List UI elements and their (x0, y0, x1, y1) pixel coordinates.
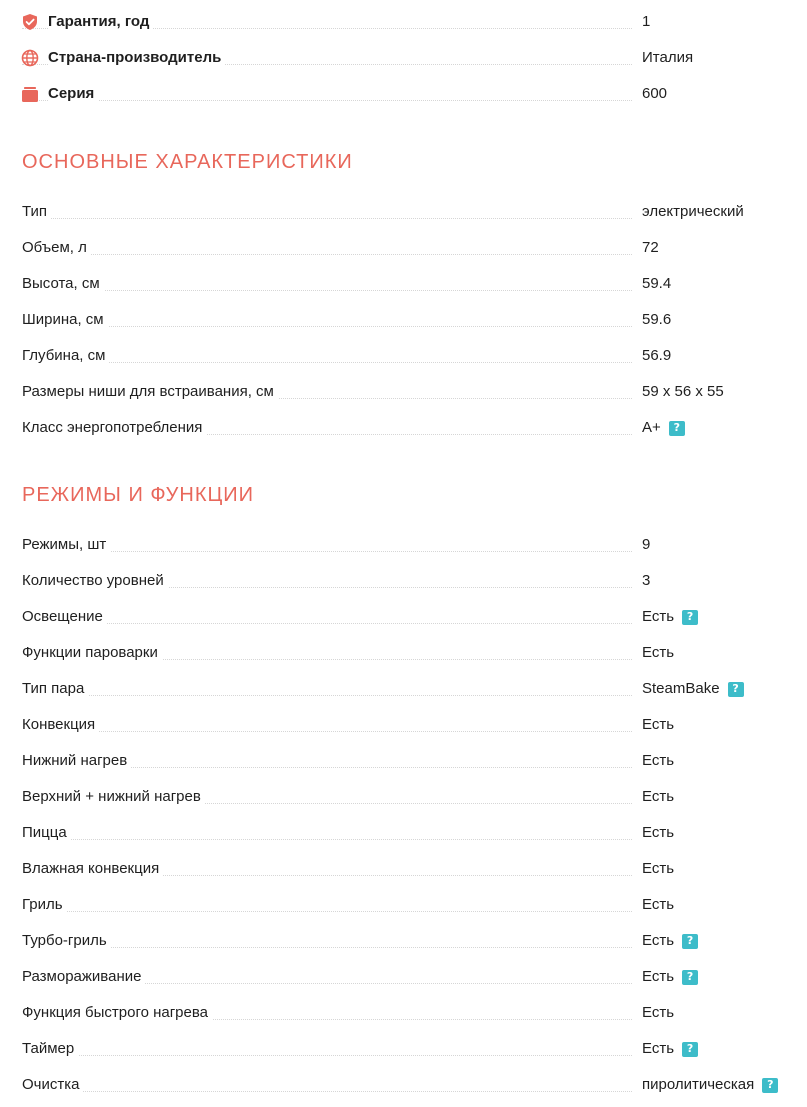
spec-value: Есть (642, 896, 675, 913)
spec-row-country (0, 46, 807, 70)
spec-value: пиролитическая ? (642, 1075, 778, 1095)
dotted-leader (22, 839, 632, 840)
spec-label: Высота, см (22, 274, 104, 294)
spec-label: Функция быстрого нагрева (22, 1003, 212, 1023)
spec-value: 600 (642, 85, 668, 102)
spec-label: Очистка (22, 1075, 83, 1095)
spec-label: Тип (22, 202, 51, 222)
dotted-leader (22, 1055, 632, 1056)
help-icon[interactable]: ? (669, 421, 685, 436)
dotted-leader (22, 326, 632, 327)
spec-row (0, 749, 807, 773)
help-icon[interactable]: ? (682, 1042, 698, 1057)
spec-value: Есть ? (642, 1039, 698, 1059)
spec-label: Конвекция (22, 715, 99, 735)
spec-label: Тип пара (22, 679, 88, 699)
spec-value: Италия (642, 49, 694, 66)
spec-row-series (0, 82, 807, 106)
spec-label: Нижний нагрев (22, 751, 131, 771)
spec-value: Есть ? (642, 931, 698, 951)
spec-row (0, 965, 807, 989)
spec-value: электрический (642, 203, 744, 220)
spec-label: Турбо-гриль (22, 931, 111, 951)
spec-label: Таймер (22, 1039, 78, 1059)
spec-value: Есть (642, 824, 675, 841)
spec-label: Страна-производитель (48, 48, 225, 68)
spec-label: Размеры ниши для встраивания, см (22, 382, 278, 402)
spec-value: 72 (642, 239, 659, 256)
spec-row (0, 236, 807, 260)
spec-row (0, 533, 807, 557)
spec-value: Есть (642, 1004, 675, 1021)
spec-row (0, 785, 807, 809)
spec-value: 3 (642, 572, 651, 589)
dotted-leader (22, 731, 632, 732)
dotted-leader (22, 947, 632, 948)
spec-row (0, 200, 807, 224)
spec-row (0, 1037, 807, 1061)
spec-value: 1 (642, 13, 651, 30)
spec-label: Функции пароварки (22, 643, 162, 663)
spec-row (0, 1001, 807, 1025)
series-icon (21, 85, 39, 103)
spec-label: Глубина, см (22, 346, 109, 366)
spec-label: Режимы, шт (22, 535, 110, 555)
dotted-leader (22, 1091, 632, 1092)
spec-label: Ширина, см (22, 310, 108, 330)
spec-row (0, 380, 807, 404)
spec-row (0, 857, 807, 881)
spec-row (0, 893, 807, 917)
spec-label: Размораживание (22, 967, 145, 987)
spec-label: Верхний + нижний нагрев (22, 787, 205, 807)
spec-value: Есть (642, 752, 675, 769)
globe-icon (21, 49, 39, 67)
spec-value: Есть (642, 788, 675, 805)
spec-label: Пицца (22, 823, 71, 843)
dotted-leader (22, 100, 632, 101)
spec-row (0, 641, 807, 665)
spec-row-warranty (0, 10, 807, 34)
spec-row (0, 416, 807, 440)
spec-row (0, 677, 807, 701)
spec-row (0, 605, 807, 629)
spec-label: Количество уровней (22, 571, 168, 591)
spec-value: 59.4 (642, 275, 672, 292)
dotted-leader (22, 911, 632, 912)
spec-row (0, 272, 807, 296)
spec-value: Есть (642, 716, 675, 733)
spec-row (0, 344, 807, 368)
spec-row (0, 821, 807, 845)
help-icon[interactable]: ? (682, 934, 698, 949)
spec-value: Есть (642, 644, 675, 661)
help-icon[interactable]: ? (682, 610, 698, 625)
section-title-modes-functions: РЕЖИМЫ И ФУНКЦИИ (22, 484, 255, 506)
spec-label: Гарантия, год (48, 12, 153, 32)
dotted-leader (22, 218, 632, 219)
help-icon[interactable]: ? (682, 970, 698, 985)
help-icon[interactable]: ? (728, 682, 744, 697)
spec-row (0, 929, 807, 953)
dotted-leader (22, 551, 632, 552)
spec-row (0, 713, 807, 737)
dotted-leader (22, 254, 632, 255)
section-title-main-specs: ОСНОВНЫЕ ХАРАКТЕРИСТИКИ (22, 151, 353, 173)
dotted-leader (22, 695, 632, 696)
dotted-leader (22, 290, 632, 291)
spec-label: Объем, л (22, 238, 91, 258)
spec-value: 59 x 56 x 55 (642, 383, 724, 400)
dotted-leader (22, 623, 632, 624)
spec-label: Освещение (22, 607, 107, 627)
shield-check-icon (21, 13, 39, 31)
dotted-leader (22, 362, 632, 363)
spec-value: Есть ? (642, 967, 698, 987)
spec-label: Класс энергопотребления (22, 418, 206, 438)
spec-value: 59.6 (642, 311, 672, 328)
spec-value: SteamBake ? (642, 679, 744, 699)
spec-label: Влажная конвекция (22, 859, 163, 879)
spec-value: Есть ? (642, 607, 698, 627)
spec-value: Есть (642, 860, 675, 877)
spec-value: 9 (642, 536, 651, 553)
help-icon[interactable]: ? (762, 1078, 778, 1093)
spec-label: Серия (48, 84, 98, 104)
spec-row (0, 1073, 807, 1097)
spec-value: A+ ? (642, 418, 685, 438)
spec-label: Гриль (22, 895, 67, 915)
spec-row (0, 308, 807, 332)
spec-value: 56.9 (642, 347, 672, 364)
spec-row (0, 569, 807, 593)
